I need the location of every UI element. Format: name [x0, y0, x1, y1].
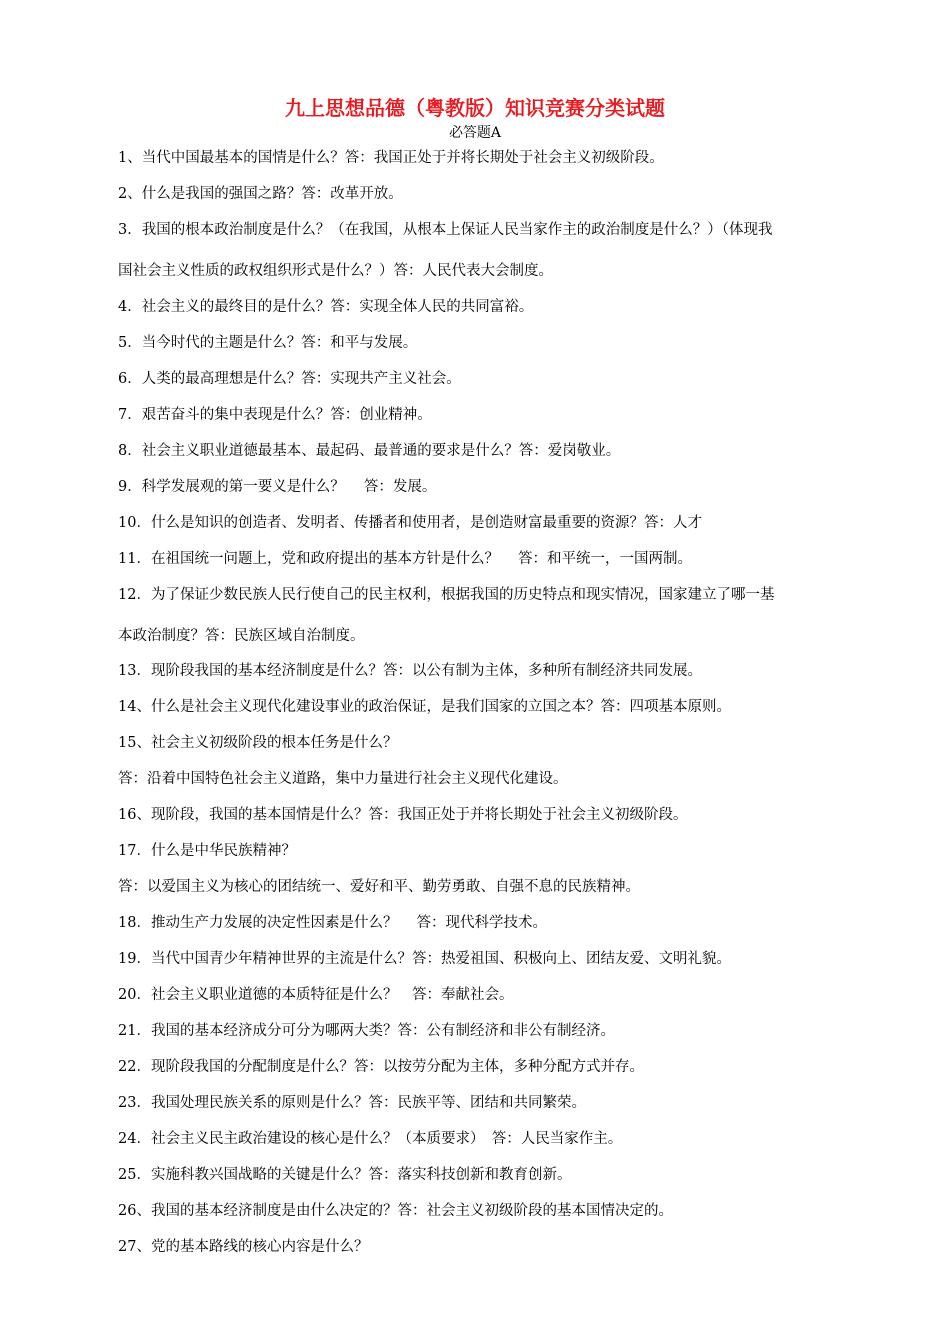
question-line: 8．社会主义职业道德最基本、最起码、最普通的要求是什么？答：爱岗敬业。 [118, 443, 621, 459]
question-line: 13．现阶段我国的基本经济制度是什么？答：以公有制为主体，多种所有制经济共同发展。 [118, 663, 702, 679]
question-line: 19．当代中国青少年精神世界的主流是什么？答：热爱祖国、积极向上、团结友爱、文明礼貌。 [118, 951, 731, 967]
question-line: 21．我国的基本经济成分可分为哪两大类？答：公有制经济和非公有制经济。 [118, 1023, 615, 1039]
answer-line: 答：以爱国主义为核心的团结统一、爱好和平、勤劳勇敢、自强不息的民族精神。 [118, 879, 640, 895]
question-line: 25．实施科教兴国战略的关键是什么？答：落实科技创新和教育创新。 [118, 1167, 572, 1183]
question-line: 22．现阶段我国的分配制度是什么？答：以按劳分配为主体，多种分配方式并存。 [118, 1059, 644, 1075]
question-line: 9．科学发展观的第一要义是什么？ 答：发展。 [118, 479, 437, 495]
document-subtitle: 必答题A [448, 125, 502, 141]
question-line: 15、社会主义初级阶段的根本任务是什么？ [118, 735, 398, 751]
question-line: 26、我国的基本经济制度是由什么决定的？答：社会主义初级阶段的基本国情决定的。 [118, 1203, 673, 1219]
question-line: 11．在祖国统一问题上，党和政府提出的基本方针是什么？ 答：和平统一，一国两制。 [118, 551, 693, 567]
question-line: 3．我国的根本政治制度是什么？（在我国，从根本上保证人民当家作主的政治制度是什么？）（体现我 [118, 222, 773, 238]
question-line: 4．社会主义的最终目的是什么？答：实现全体人民的共同富裕。 [118, 299, 534, 315]
question-line: 17．什么是中华民族精神？ [118, 843, 296, 859]
question-line: 10．什么是知识的创造者、发明者、传播者和使用者，是创造财富最重要的资源？答：人才 [118, 515, 702, 531]
question-line: 23．我国处理民族关系的原则是什么？答：民族平等、团结和共同繁荣。 [118, 1095, 586, 1111]
question-line: 18．推动生产力发展的决定性因素是什么？ 答：现代科学技术。 [118, 915, 548, 931]
question-line: 12．为了保证少数民族人民行使自己的民主权利，根据我国的历史特点和现实情况，国家建立了哪一基 [118, 587, 775, 603]
question-line: 14、什么是社会主义现代化建设事业的政治保证，是我们国家的立国之本？答：四项基本原则。 [118, 699, 731, 715]
question-line: 1、当代中国最基本的国情是什么？答：我国正处于并将长期处于社会主义初级阶段。 [118, 150, 664, 166]
question-line: 20．社会主义职业道德的本质特征是什么？ 答：奉献社会。 [118, 987, 514, 1003]
question-line: 5．当今时代的主题是什么？答：和平与发展。 [118, 335, 418, 351]
question-line: 本政治制度？答：民族区域自治制度。 [118, 628, 365, 644]
question-line: 国社会主义性质的政权组织形式是什么？）答：人民代表大会制度。 [118, 263, 553, 279]
document-title: 九上思想品德（粤教版）知识竞赛分类试题 [285, 96, 665, 120]
question-line: 7．艰苦奋斗的集中表现是什么？答：创业精神。 [118, 407, 432, 423]
answer-line: 答：沿着中国特色社会主义道路，集中力量进行社会主义现代化建设。 [118, 771, 568, 787]
question-line: 6．人类的最高理想是什么？答：实现共产主义社会。 [118, 371, 461, 387]
question-line: 16、现阶段，我国的基本国情是什么？答：我国正处于并将长期处于社会主义初级阶段。 [118, 807, 688, 823]
question-line: 27、党的基本路线的核心内容是什么？ [118, 1239, 369, 1255]
question-line: 2、什么是我国的强国之路？答：改革开放。 [118, 186, 403, 202]
question-line: 24．社会主义民主政治建设的核心是什么？（本质要求） 答：人民当家作主。 [118, 1131, 623, 1147]
